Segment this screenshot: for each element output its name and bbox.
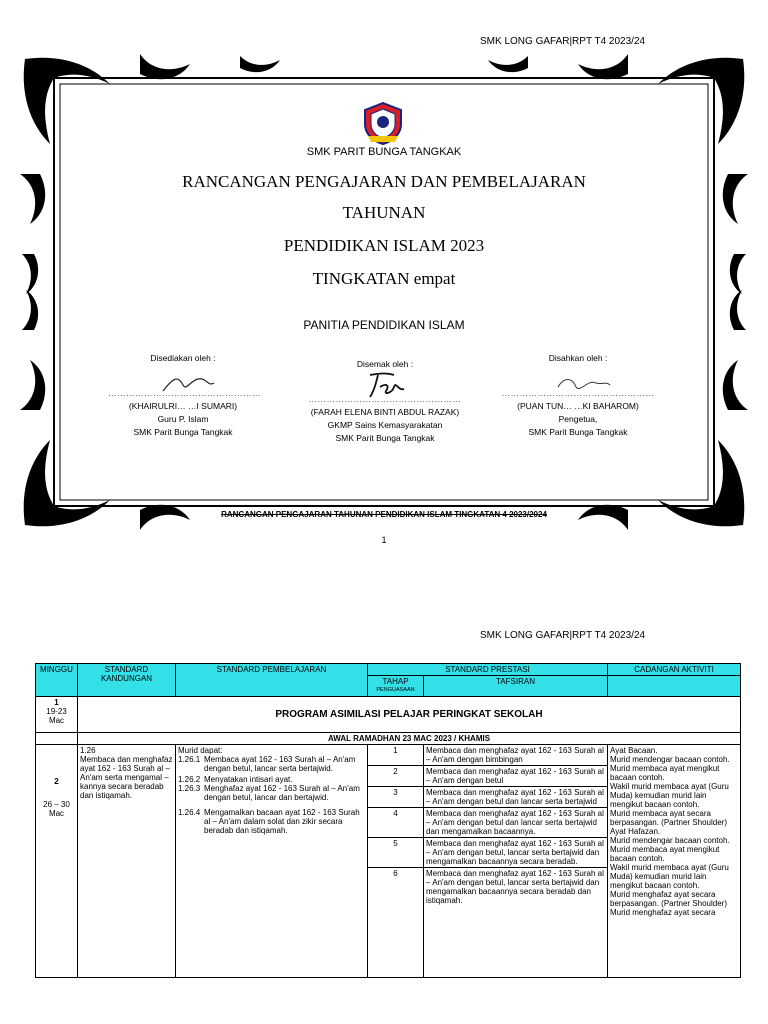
aktiviti-line: Wakil murid membaca ayat (Guru Muda) kemudian murid lain mengikut bacaan contoh. [610,863,729,890]
ramadhan-cell: AWAL RAMADHAN 23 MAC 2023 / KHAMIS [78,733,741,745]
handwritten-signature [360,371,410,399]
sp-item [178,775,365,784]
signatory-name: (KHAIRULRI… …I SUMARI) [128,401,238,411]
aktiviti-line: Murid menghafaz ayat secara berpasangan. (Partner Shoulder) [610,890,727,908]
aktiviti-line: Murid membaca ayat secara berpasangan. (Partner Shoulder) [610,809,727,827]
aktiviti-line: Murid mendengar bacaan contoh. [610,755,730,764]
aktiviti-line: Murid membaca ayat mengikut bacaan contoh. [610,845,720,863]
sp-text: Membaca ayat 162 - 163 Surah al – An'am dengan betul, lancar serta bertajwid. [204,755,356,773]
tafsiran-cell: Membaca dan menghafaz ayat 162 - 163 Surah al – An'am dengan betul, lancar serta bertajwid dan mengamalkan bacaannya secara beradab dan istiqamah. [424,868,608,978]
program-cell: PROGRAM ASIMILASI PELAJAR PERINGKAT SEKOLAH [78,697,741,733]
page-header: SMK LONG GAFAR|RPT T4 2023/24 [480,36,646,47]
signatory-school: SMK Parit Bunga Tangkak [528,427,628,437]
sp-intro: Murid dapat: [178,746,223,755]
aktiviti-line: Murid menghafaz ayat secara [610,908,716,917]
standard-kandungan-cell [78,745,176,978]
cover-title-line-3: PENDIDIKAN ISLAM 2023 [283,236,485,255]
signature-label: Disediakan oleh : [150,353,216,363]
school-crest-logo [360,100,406,146]
header-minggu: MINGGU [36,664,78,697]
minggu-month: Mac [48,809,65,818]
signature-block-approved [496,352,660,439]
table-header-row [36,664,741,676]
tafsiran-cell: Membaca dan menghafaz ayat 162 - 163 Surah al – An'am dengan betul, lancar serta bertajwid dan mengamalkan bacaannya secara beradab. [424,838,608,868]
sp-text: Menghafaz ayat 162 - 163 Surah al – An'am dengan betul, lancar dan bertajwid. [204,784,360,802]
signature-line: …………………………………………… [501,388,655,398]
sp-item [178,755,365,773]
aktiviti-line: Murid mendengar bacaan contoh. [610,836,730,845]
sp-code: 1.26.4 [178,808,201,817]
sp-item [178,784,365,802]
empty-cell [36,733,78,745]
signatory-school: SMK Parit Bunga Tangkak [335,433,435,443]
tahap-cell: 3 [368,787,424,808]
handwritten-signature [158,373,218,395]
tahap-cell: 6 [368,868,424,978]
aktiviti-line: Ayat Hafazan. [610,827,661,836]
signatory-name: (PUAN TUN… …KI BAHAROM) [517,401,639,411]
standard-pembelajaran-cell [176,745,368,978]
handwritten-signature [554,373,614,395]
header-aktiviti-blank [608,676,741,697]
aktiviti-line: Wakil murid membaca ayat (Guru Muda) kemudian murid lain mengikut bacaan contoh. [610,782,729,809]
header-tahap [368,676,424,697]
header-cadangan-aktiviti: CADANGAN AKTIVITI [608,664,741,676]
signature-label: Disemak oleh : [356,359,414,369]
sk-text: Membaca dan menghafaz ayat 162 - 163 Surah al – An'am serta mengamal – kannya secara beradab dan istiqamah. [80,755,173,800]
tahap-cell: 4 [368,808,424,838]
sk-code: 1.26 [80,746,96,755]
sp-text: Mengamalkan bacaan ayat 162 - 163 Surah al – An'am dalam solat dan zikir secara beradab dan istiqamah. [204,808,360,835]
tahap-cell: 5 [368,838,424,868]
table-row [36,733,741,745]
table-row [36,697,741,733]
header-tahap-label: TAHAP [382,677,409,686]
tahap-cell: 1 [368,745,424,766]
signatory-school: SMK Parit Bunga Tangkak [133,427,233,437]
tahap-cell: 2 [368,766,424,787]
page-number: 1 [381,535,387,545]
signature-block-reviewed [290,358,480,445]
cover-footer-line: RANCANGAN PENGAJARAN TAHUNAN PENDIDIKAN ISLAM TINGKATAN 4 2023/2024 [221,510,547,519]
minggu-cell [36,745,78,978]
header-standard-pembelajaran: STANDARD PEMBELAJARAN [176,664,368,697]
cover-title-line-4: TINGKATAN empat [312,269,456,288]
minggu-number: 1 [54,698,59,707]
sp-code: 1.26.3 [178,784,201,793]
tafsiran-cell: Membaca dan menghafaz ayat 162 - 163 Surah al – An'am dengan betul [424,766,608,787]
minggu-cell [36,697,78,733]
signature-line: …………………………………………… [108,388,261,398]
aktiviti-line: Murid membaca ayat mengikut bacaan contoh. [610,764,720,782]
cadangan-aktiviti-cell [608,745,741,978]
signature-line: …………………………………………… [308,394,462,404]
sp-code: 1.26.1 [178,755,201,764]
signatory-role: Guru P. Islam [157,414,209,424]
page-header: SMK LONG GAFAR|RPT T4 2023/24 [480,630,646,641]
sp-text: Menyatakan intisari ayat. [204,775,293,784]
cover-title-line-2: TAHUNAN [342,203,426,222]
tafsiran-cell: Membaca dan menghafaz ayat 162 - 163 Surah al – An'am dengan betul dan lancar serta bertajwid [424,787,608,808]
minggu-month: Mac [48,716,65,725]
tafsiran-cell: Membaca dan menghafaz ayat 162 - 163 Surah al – An'am dengan betul dan lancar serta bertajwid dan mengamalkan bacaannya. [424,808,608,838]
signatory-role: GKMP Sains Kemasyarakatan [327,420,443,430]
minggu-number: 2 [54,777,59,786]
sp-item [178,808,365,835]
signatory-role: Pengetua, [558,414,598,424]
aktiviti-line: Ayat Bacaan. [610,746,658,755]
header-standard-prestasi: STANDARD PRESTASI [368,664,608,676]
cover-title-line-1: RANCANGAN PENGAJARAN DAN PEMBELAJARAN [182,172,586,191]
tafsiran-cell: Membaca dan menghafaz ayat 162 - 163 Surah al – An'am dengan bimbingan [424,745,608,766]
header-tafsiran: TAFSIRAN [424,676,608,697]
signatory-name: (FARAH ELENA BINTI ABDUL RAZAK) [310,407,460,417]
minggu-date: 19-23 [46,707,67,716]
table-row [36,745,741,766]
signature-block-prepared [108,352,261,439]
school-name: SMK PARIT BUNGA TANGKAK [306,146,462,158]
sp-code: 1.26.2 [178,775,201,784]
header-penguasaan-label: PENGUASAAN [376,687,415,693]
header-standard-kandungan: STANDARD KANDUNGAN [78,664,176,697]
panitia-label: PANITIA PENDIDIKAN ISLAM [303,318,465,332]
rpt-table [35,663,741,978]
signature-label: Disahkan oleh : [548,353,608,363]
minggu-date: 26 – 30 [43,800,70,809]
